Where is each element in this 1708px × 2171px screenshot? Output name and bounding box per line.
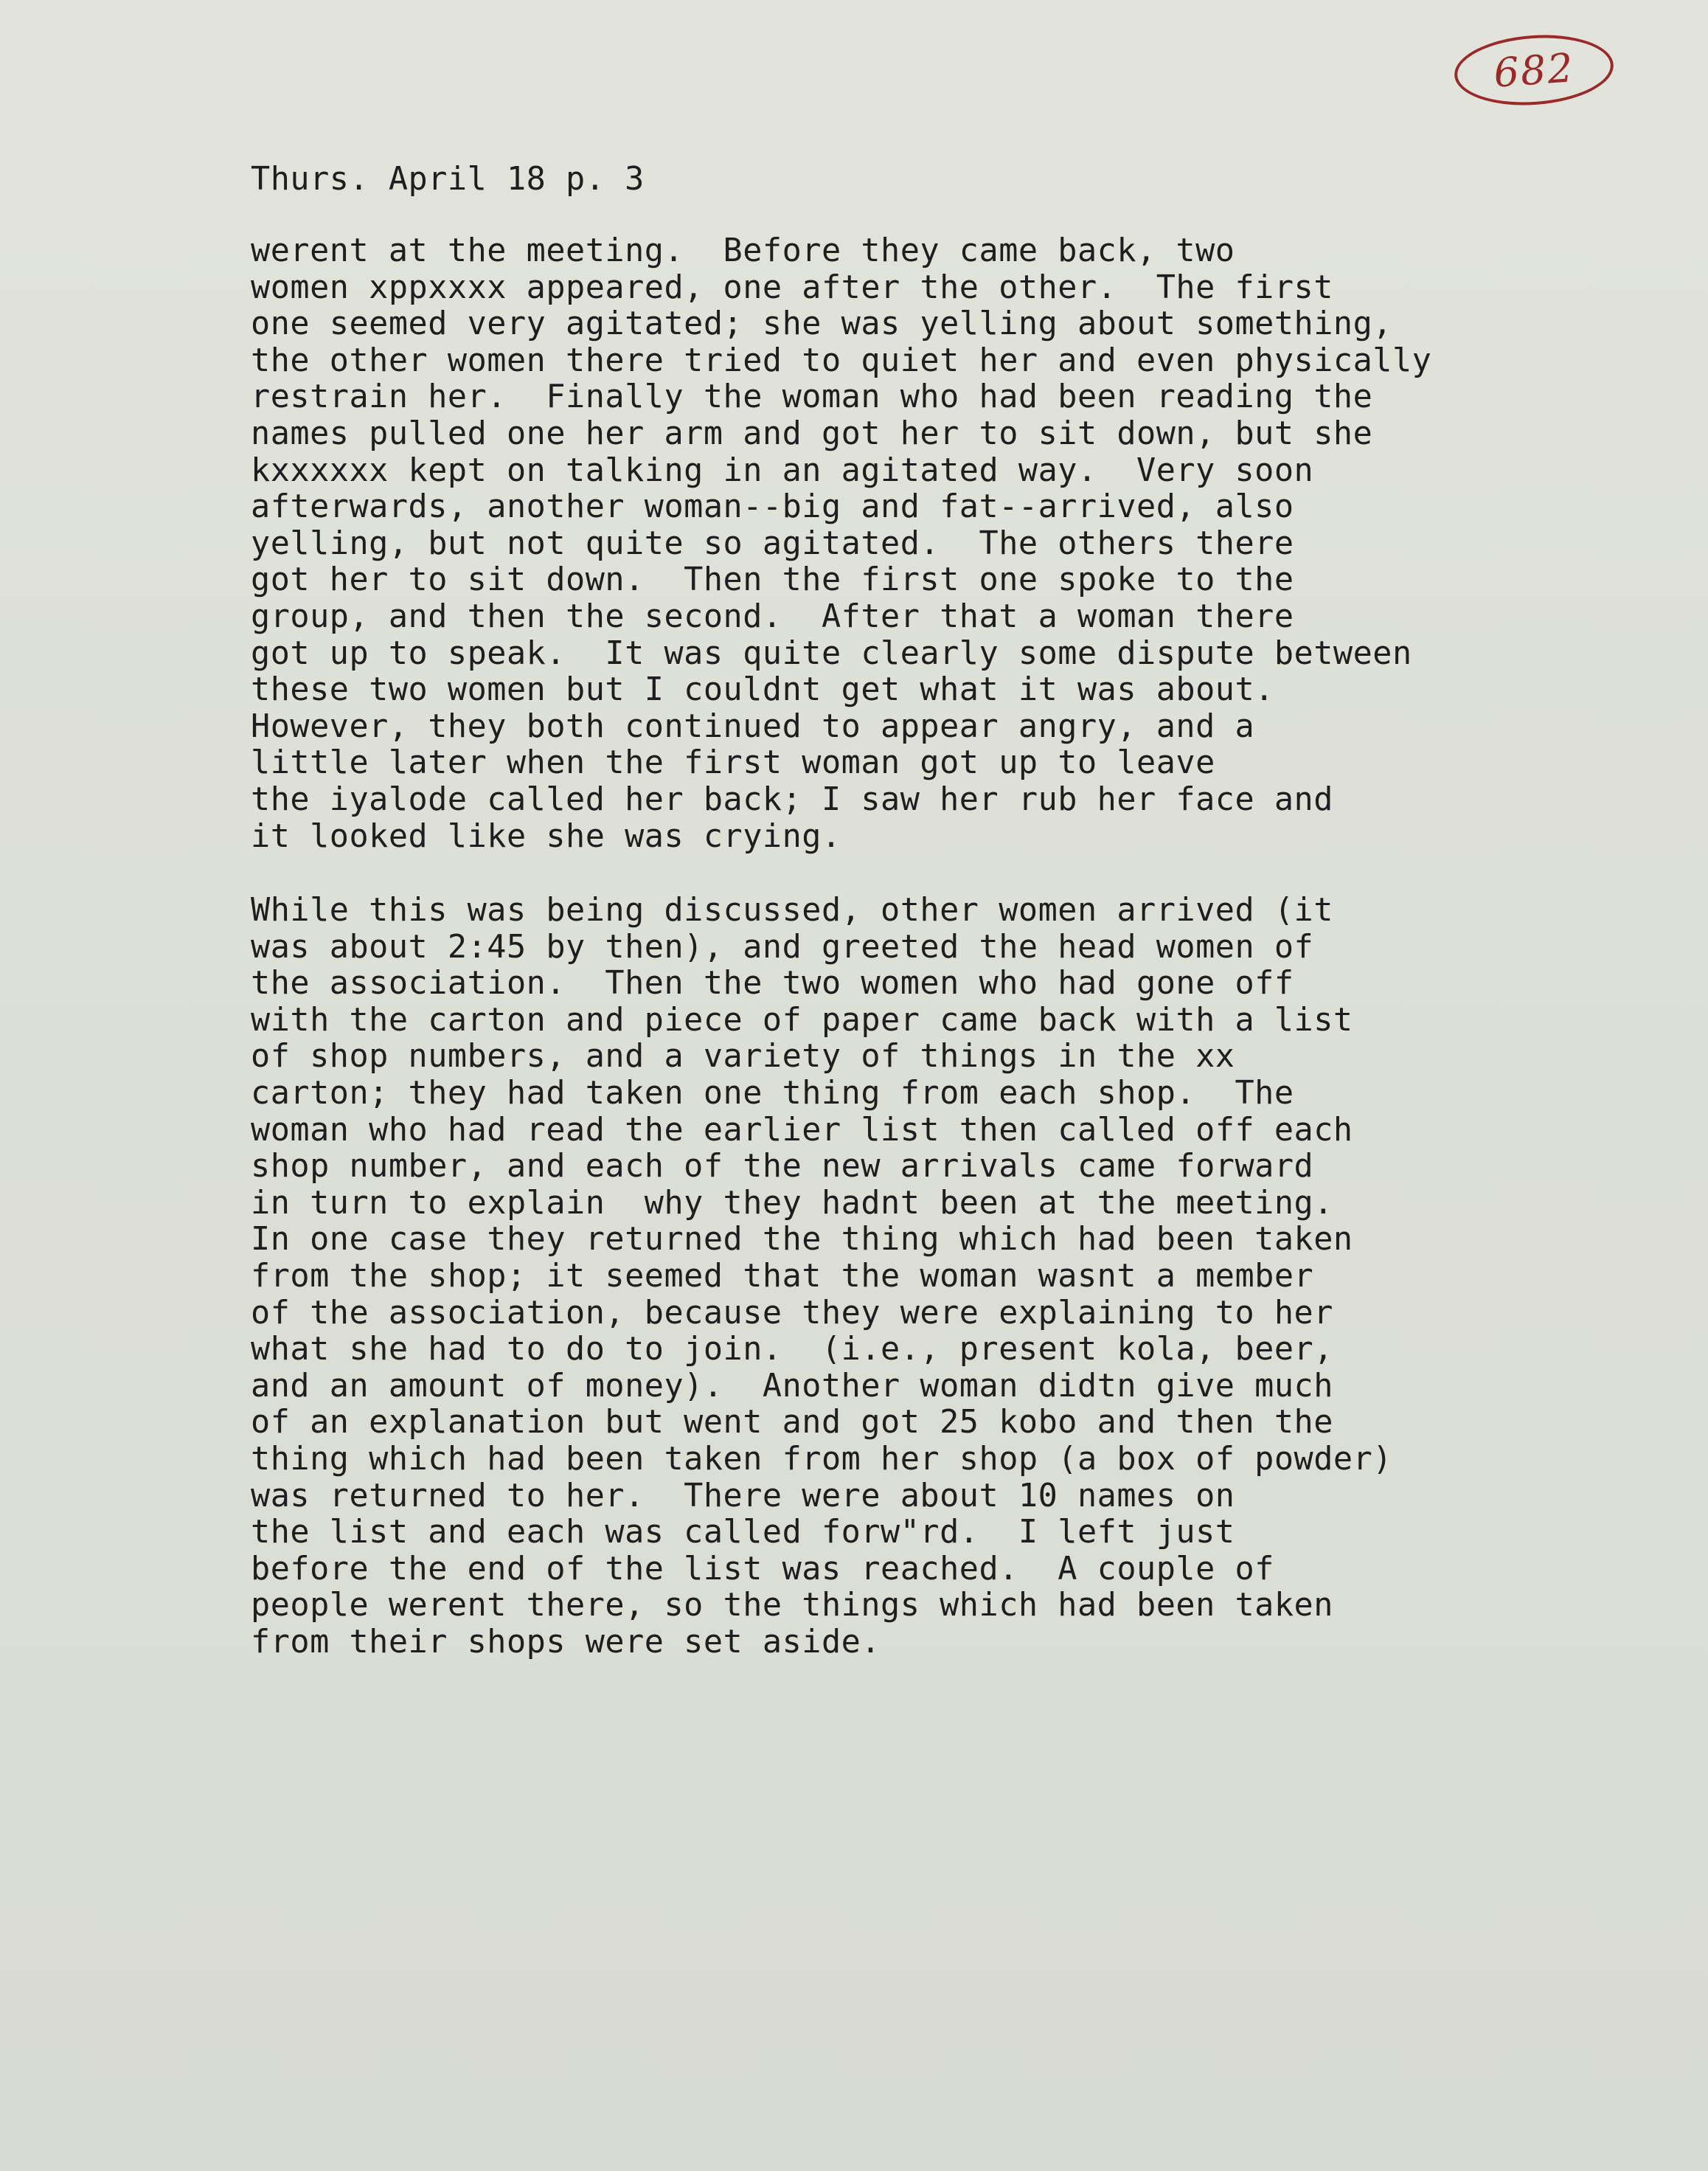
text-line: of shop numbers, and a variety of things in the xx: [251, 1038, 1235, 1076]
text-line: woman who had read the earlier list then called off each: [251, 1111, 1353, 1149]
text-line: of the association, because they were explaining to her: [251, 1294, 1333, 1332]
text-line: While this was being discussed, other women arrived (it: [251, 892, 1333, 929]
text-line: group, and then the second. After that a woman there: [251, 598, 1294, 635]
text-line: the association. Then the two women who had gone off: [251, 965, 1294, 1003]
text-line: of an explanation but went and got 25 kobo and then the: [251, 1404, 1333, 1441]
text-line: werent at the meeting. Before they came back, two: [251, 232, 1235, 269]
paragraph-2: [251, 893, 1652, 1661]
text-line: with the carton and piece of paper came back with a list: [251, 1001, 1353, 1039]
text-line: names pulled one her arm and got her to sit down, but she: [251, 415, 1373, 452]
text-line: In one case they returned the thing which had been taken: [251, 1221, 1353, 1258]
text-line: the other women there tried to quiet her and even physically: [251, 342, 1432, 379]
text-line: was returned to her. There were about 10 names on: [251, 1477, 1235, 1514]
text-line: yelling, but not quite so agitated. The others there: [251, 524, 1294, 562]
text-line: the list and each was called forw"rd. I left just: [251, 1514, 1235, 1551]
text-line: got her to sit down. Then the first one spoke to the: [251, 561, 1294, 599]
text-line: kxxxxxx kept on talking in an agitated way. Very soon: [251, 451, 1314, 489]
text-line: restrain her. Finally the woman who had been reading the: [251, 378, 1373, 416]
text-line: was about 2:45 by then), and greeted the head women of: [251, 928, 1314, 966]
text-line: got up to speak. It was quite clearly some dispute between: [251, 634, 1412, 672]
page-number: 682: [1492, 44, 1576, 97]
text-line: from the shop; it seemed that the woman wasnt a member: [251, 1257, 1314, 1295]
text-line: in turn to explain why they hadnt been at the meeting.: [251, 1184, 1333, 1222]
text-line: before the end of the list was reached. A couple of: [251, 1550, 1274, 1587]
text-line: afterwards, another woman--big and fat--arrived, also: [251, 488, 1294, 526]
text-line: carton; they had taken one thing from each shop. The: [251, 1074, 1294, 1112]
text-line: little later when the first woman got up to leave: [251, 744, 1215, 782]
text-line: women xppxxxx appeared, one after the other. The first: [251, 269, 1333, 306]
text-line: it looked like she was crying.: [251, 817, 841, 855]
text-line: from their shops were set aside.: [251, 1623, 881, 1661]
text-line: people werent there, so the things which had been taken: [251, 1587, 1333, 1624]
text-line: However, they both continued to appear angry, and a: [251, 707, 1255, 745]
document-header: Thurs. April 18 p. 3: [251, 161, 645, 198]
page-number-circle: [1452, 30, 1616, 111]
text-line: shop number, and each of the new arrivals came forward: [251, 1148, 1314, 1185]
text-line: thing which had been taken from her shop (a box of powder): [251, 1440, 1392, 1478]
text-line: one seemed very agitated; she was yelling about something,: [251, 305, 1392, 343]
paragraph-1: [251, 233, 1652, 855]
text-line: the iyalode called her back; I saw her rub her face and: [251, 780, 1333, 818]
text-line: these two women but I couldnt get what it was about.: [251, 671, 1274, 709]
text-line: and an amount of money). Another woman didtn give much: [251, 1367, 1333, 1405]
text-line: what she had to do to join. (i.e., present kola, beer,: [251, 1331, 1333, 1368]
